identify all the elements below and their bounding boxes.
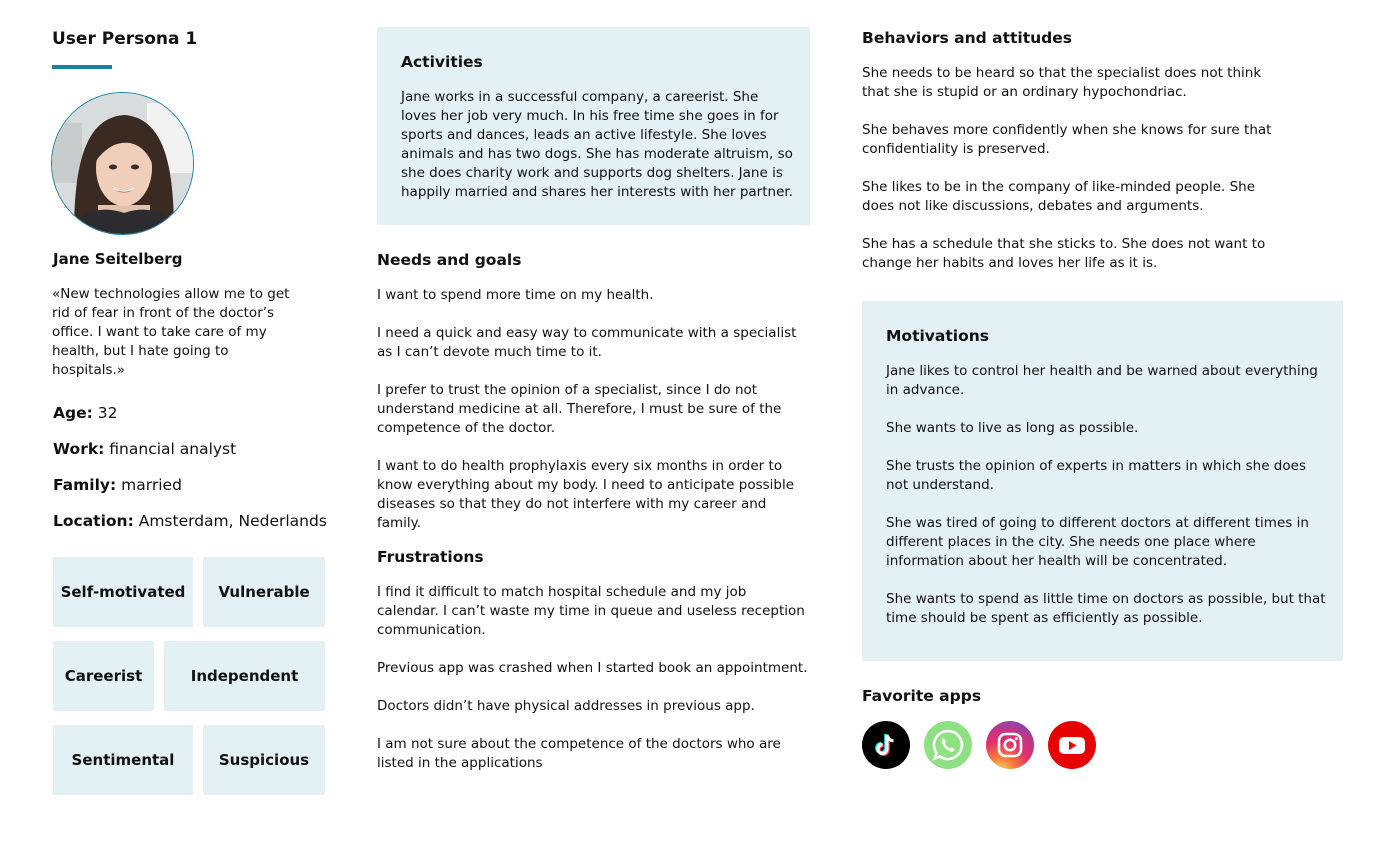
fact-age bbox=[53, 404, 117, 422]
persona-name: Jane Seitelberg bbox=[53, 250, 183, 268]
frustrations-item: I am not sure about the competence of the doctors who are listed in the applications bbox=[377, 736, 781, 771]
apps-title: Favorite apps bbox=[862, 687, 982, 705]
fact-label: Work: bbox=[53, 440, 105, 458]
frustrations-item: I find it difficult to match hospital schedule and my job calendar. I can’t waste my time in queue and useless reception communication. bbox=[377, 584, 805, 638]
avatar bbox=[51, 92, 194, 235]
fact-work bbox=[53, 440, 236, 458]
needs-item: I prefer to trust the opinion of a specialist, since I do not understand medicine at all. Therefore, I must be sure of the competence of the doctor. bbox=[377, 382, 782, 436]
youtube-icon[interactable] bbox=[1048, 721, 1096, 769]
tiktok-glyph bbox=[871, 730, 901, 760]
behaviors-item: She has a schedule that she sticks to. She does not want to change her habits and loves her life as it is. bbox=[862, 236, 1266, 271]
whatsapp-glyph bbox=[930, 727, 966, 763]
fact-label: Age: bbox=[53, 404, 93, 422]
whatsapp-icon[interactable] bbox=[924, 721, 972, 769]
fact-location bbox=[53, 512, 327, 530]
needs-item: I want to do health prophylaxis every six months in order to know everything about my body. I need to anticipate possible diseases so that they do not interfere with my career and family. bbox=[377, 458, 795, 531]
trait-tag: Independent bbox=[164, 641, 325, 711]
fact-family bbox=[53, 476, 182, 494]
trait-tag: Suspicious bbox=[203, 725, 325, 795]
trait-tag: Self-motivated bbox=[53, 557, 193, 627]
activities-panel bbox=[377, 27, 810, 225]
motivations-item: She trusts the opinion of experts in matters in which she does not understand. bbox=[886, 458, 1306, 493]
fact-label: Family: bbox=[53, 476, 117, 494]
needs-item: I want to spend more time on my health. bbox=[377, 287, 654, 303]
persona-quote: «New technologies allow me to get rid of fear in front of the doctor’s office. I want to take care of my health, but I hate going to hospitals.» bbox=[52, 286, 290, 378]
fact-label: Location: bbox=[53, 512, 134, 530]
fact-value: Amsterdam, Nederlands bbox=[138, 512, 327, 530]
motivations-panel bbox=[862, 301, 1343, 661]
activities-title: Activities bbox=[401, 53, 483, 71]
motivations-title: Motivations bbox=[886, 327, 989, 345]
behaviors-item: She behaves more confidently when she knows for sure that confidentiality is preserved. bbox=[862, 122, 1272, 157]
frustrations-title: Frustrations bbox=[377, 548, 484, 566]
behaviors-title: Behaviors and attitudes bbox=[862, 29, 1073, 47]
persona-title: User Persona 1 bbox=[52, 29, 198, 49]
youtube-glyph bbox=[1056, 729, 1088, 761]
motivations-item: She wants to spend as little time on doctors as possible, but that time should be spent as efficiently as possible. bbox=[886, 591, 1326, 626]
motivations-item: She wants to live as long as possible. bbox=[886, 420, 1139, 436]
behaviors-item: She needs to be heard so that the specialist does not think that she is stupid or an ordinary hypochondriac. bbox=[862, 65, 1262, 100]
motivations-item: Jane likes to control her health and be warned about everything in advance. bbox=[886, 363, 1318, 398]
fact-value: financial analyst bbox=[109, 440, 237, 458]
avatar-portrait bbox=[52, 93, 194, 235]
trait-tag: Vulnerable bbox=[203, 557, 325, 627]
needs-title: Needs and goals bbox=[377, 251, 522, 269]
frustrations-item: Doctors didn’t have physical addresses in previous app. bbox=[377, 698, 755, 714]
fact-value: married bbox=[121, 476, 182, 494]
activities-text: Jane works in a successful company, a careerist. She loves her job very much. In his free time she goes in for sports and dances, leads an active lifestyle. She loves animals and has two dogs. She has moderate altruism, so she does charity work and supports dog shelters. Jane is happily married and shares her interests with her partner. bbox=[401, 89, 793, 200]
needs-item: I need a quick and easy way to communicate with a specialist as I can’t devote much time to it. bbox=[377, 325, 797, 360]
tiktok-icon[interactable] bbox=[862, 721, 910, 769]
motivations-item: She was tired of going to different doctors at different times in different places in the city. She needs one place where information about her health will be concentrated. bbox=[886, 515, 1309, 569]
instagram-icon[interactable] bbox=[986, 721, 1034, 769]
trait-tag: Sentimental bbox=[53, 725, 193, 795]
fact-value: 32 bbox=[97, 404, 118, 422]
instagram-glyph bbox=[995, 730, 1025, 760]
behaviors-item: She likes to be in the company of like-minded people. She does not like discussions, debates and arguments. bbox=[862, 179, 1256, 214]
title-underline bbox=[52, 65, 112, 69]
frustrations-item: Previous app was crashed when I started book an appointment. bbox=[377, 660, 808, 676]
trait-tag: Careerist bbox=[53, 641, 154, 711]
